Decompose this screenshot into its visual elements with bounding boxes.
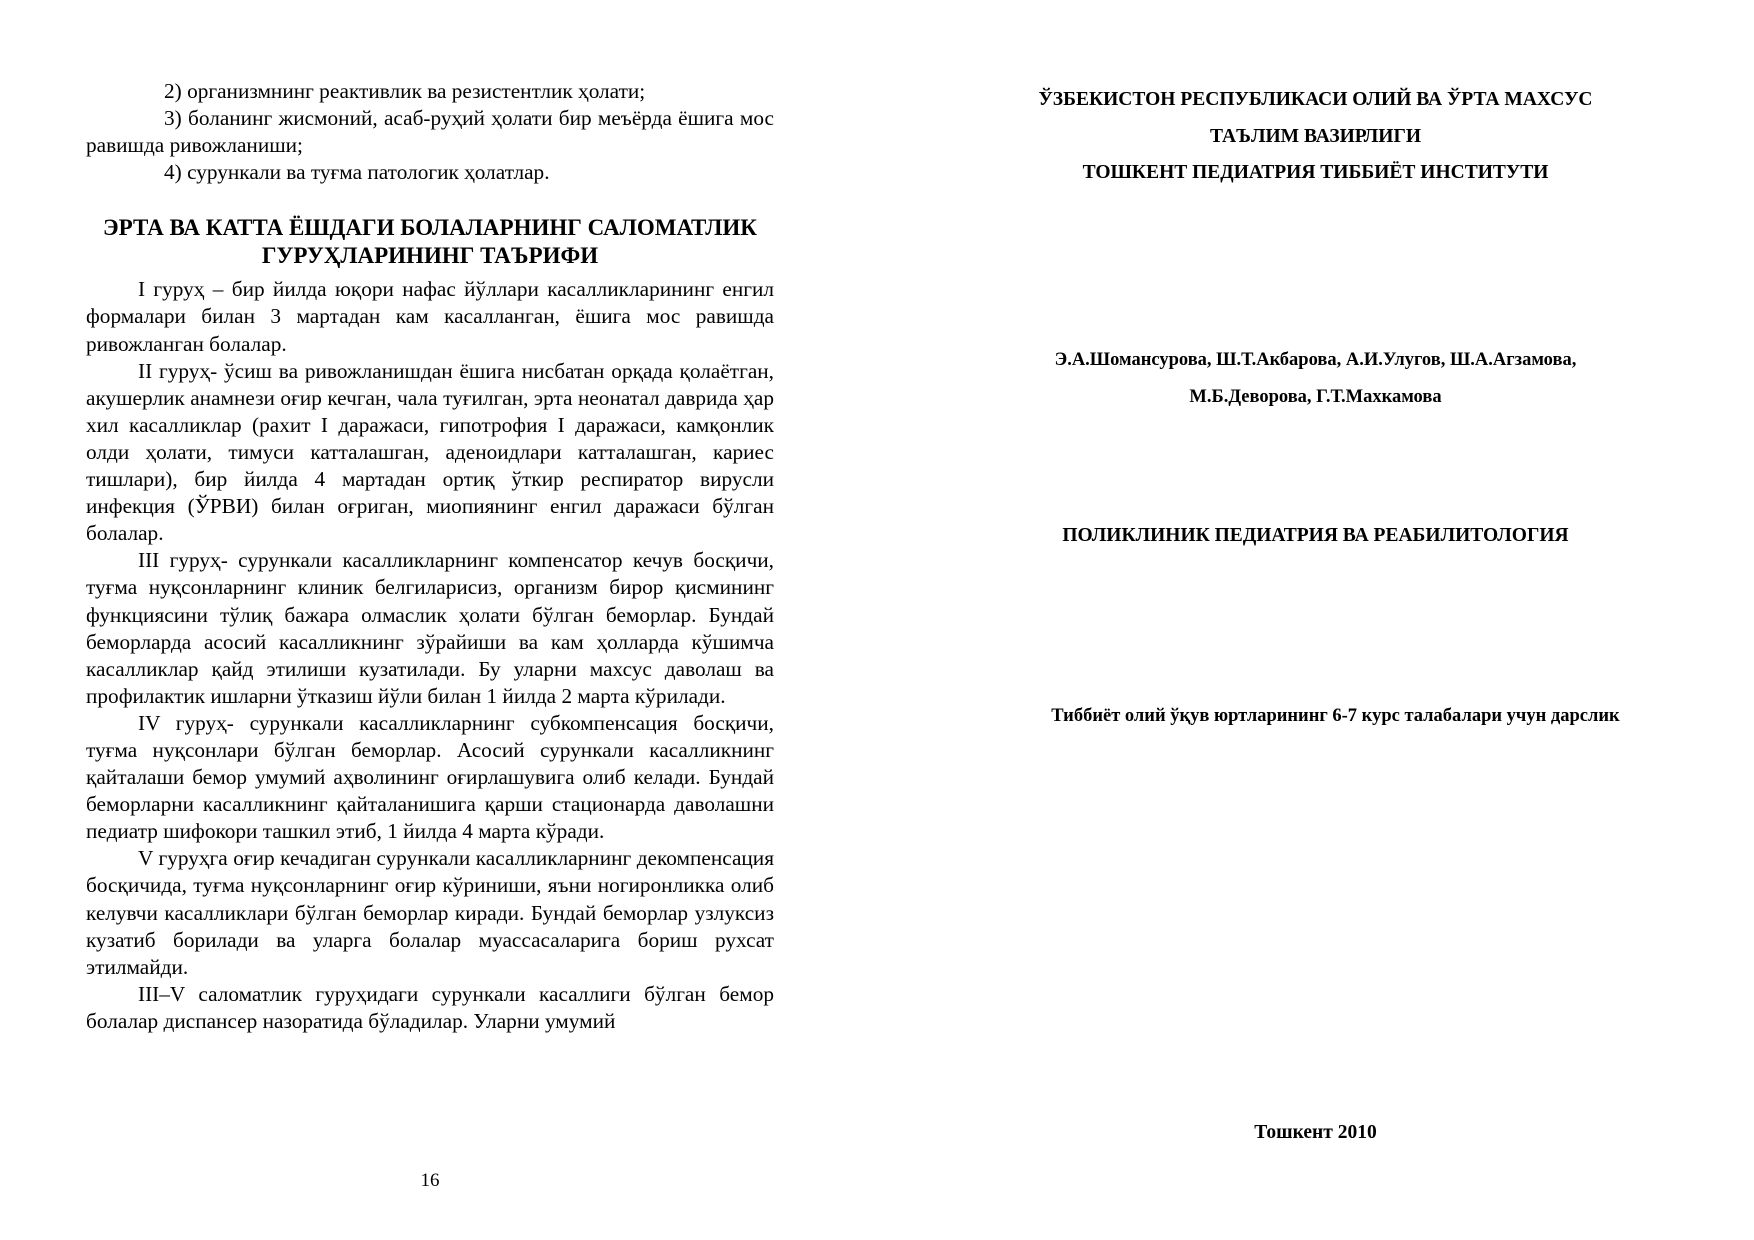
list-item: 2) организмнинг реактивлик ва резистентлик ҳолати; [164, 79, 646, 103]
institute-name: ТОШКЕНТ ПЕДИАТРИЯ ТИББИЁТ ИНСТИТУТИ [1082, 162, 1549, 183]
book-title: ПОЛИКЛИНИК ПЕДИАТРИЯ ВА РЕАБИЛИТОЛОГИЯ [1062, 525, 1569, 546]
section-title [86, 214, 774, 270]
paragraph-group-1: I гуруҳ – бир йилда юқори нафас йўллари касалликларининг енгил формалари билан 3 мартадан кам касалланган, ёшига мос равишда ривожланган болалар. [86, 277, 774, 356]
left-page-body [86, 78, 774, 1035]
paragraph-group-3: III гуруҳ- сурункали касалликларнинг компенсатор кечув босқичи, туғма нуқсонларнинг клиник белгиларисиз, организм бирор қисмининг функциясини тўлиқ бажара олмаслик ҳолати бўлган беморлар. Бундай беморларда асосий касалликнинг зўрайиши ва кам ҳолларда кўшимча касалликлар қайд этилиши кузатилади. Бу уларни махсус даволаш ва профилактик ишларни ўтказиш йўли билан 1 йилда 2 марта кўрилади. [86, 548, 774, 708]
paragraph-groups-3-5: III–V саломатлик гуруҳидаги сурункали касаллиги бўлган бемор болалар диспансер назоратида бўладилар. Уларни умумий [86, 981, 774, 1033]
authors [877, 342, 1754, 416]
paragraph-group-2: II гуруҳ- ўсиш ва ривожланишдан ёшига нисбатан орқада қолаётган, акушерлик анамнези оғир кечган, чала туғилган, эрта неонатал даврида ҳар хил касалликлар (рахит I даражаси, гипотрофия I даражаси, камқонлик олди ҳолати, тимуси катталашган, аденоидлари катталашган, кариес тишлари), бир йилда 4 мартадан ортиқ ўткир респиратор вирусли инфекция (ЎРВИ) билан оғриган, миопиянинг енгил даражаси бўлган болалар. [86, 358, 774, 546]
right-page-title [877, 0, 1754, 1240]
section-title-line-2: ГУРУҲЛАРИНИНГ ТАЪРИФИ [261, 243, 599, 269]
authors-line-2: М.Б.Деворова, Г.Т.Махкамова [1189, 387, 1442, 407]
section-title-line-1: ЭРТА ВА КАТТА ЁШДАГИ БОЛАЛАРНИНГ САЛОМАТЛИК [103, 215, 757, 241]
city-year: Тошкент 2010 [1254, 1122, 1377, 1143]
ministry-line-2: ТАЪЛИМ ВАЗИРЛИГИ [1209, 125, 1422, 147]
book-purpose: Тиббиёт олий ўқув юртларининг 6-7 курс талабалари учун дарслик [1051, 706, 1620, 726]
authors-line-1: Э.А.Шомансурова, Ш.Т.Акбарова, А.И.Улугов, Ш.А.Агзамова, [1054, 350, 1577, 370]
paragraph-group-5: V гуруҳга оғир кечадиган сурункали касалликларнинг декомпенсация босқичида, туғма нуқсонларнинг оғир кўриниши, яъни ногиронликка олиб келувчи касалликлари бўлган беморлар киради. Бундай беморлар узлуксиз кузатиб борилади ва уларга болалар муассасаларига бориш рухсат этилмайди. [86, 846, 774, 979]
page-number: 16 [420, 1170, 440, 1191]
ministry-line-1: ЎЗБЕКИСТОН РЕСПУБЛИКАСИ ОЛИЙ ВА ЎРТА МАХСУС [1038, 89, 1593, 110]
list-item: 4) сурункали ва туғма патологик ҳолатлар. [164, 160, 550, 185]
paragraph-group-4: IV гуруҳ- сурункали касалликларнинг субкомпенсация босқичи, туғма нуқсонлари бўлган беморлар. Асосий сурункали касалликнинг қайталаши бемор умумий аҳволининг оғирлашувига олиб келади. Бундай беморларни касалликнинг қайталанишига қарши стационарда даволашни педиатр шифокори ташкил этиб, 1 йилда 4 марта кўради. [86, 710, 774, 844]
list-item: 3) боланинг жисмоний, асаб-руҳий ҳолати бир меъёрда ёшига мос равишда ривожланиши; [86, 106, 774, 158]
ministry-heading [877, 82, 1754, 192]
